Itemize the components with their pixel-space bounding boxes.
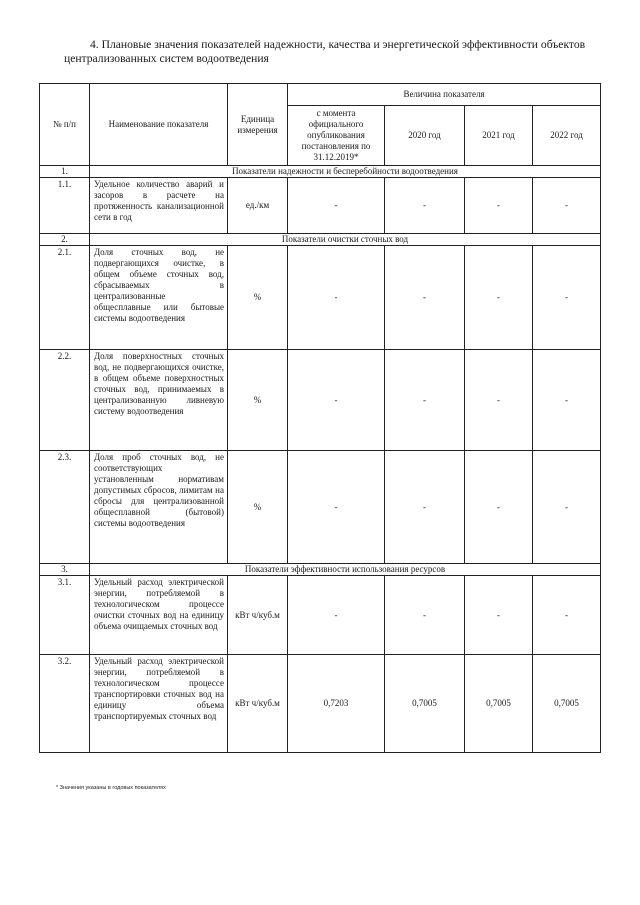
row-unit: кВт ч/куб.м xyxy=(228,655,288,753)
row-num: 2.3. xyxy=(40,451,90,564)
indicators-table xyxy=(39,83,601,753)
row-value-2020: 0,7005 xyxy=(385,655,465,753)
row-num: 1.1. xyxy=(40,178,90,234)
section-row xyxy=(40,564,601,576)
row-name: Доля поверхностных сточных вод, не подвергающихся очистке, в общем объеме поверхностных сточных вод, принимаемых в централизованную ливневую систему водоотведения xyxy=(90,350,228,451)
table-row xyxy=(40,350,601,451)
table-row xyxy=(40,451,601,564)
section-title: Показатели надежности и бесперебойности водоотведения xyxy=(90,166,601,178)
header-name: Наименование показателя xyxy=(90,84,228,166)
row-value-2021: - xyxy=(465,178,533,234)
footnote: * Значения указаны в годовых показателях xyxy=(56,785,166,791)
row-value-2021: - xyxy=(465,576,533,655)
table-row xyxy=(40,655,601,753)
row-num: 2.1. xyxy=(40,246,90,350)
section-num: 1. xyxy=(40,166,90,178)
row-value-2022: - xyxy=(533,451,601,564)
document-heading: 4. Плановые значения показателей надежности, качества и энергетической эффективности объектов централизованных систем водоотведения xyxy=(64,38,586,65)
header-2021: 2021 год xyxy=(465,106,533,166)
table-row xyxy=(40,178,601,234)
row-value-2022: - xyxy=(533,350,601,451)
section-num: 2. xyxy=(40,234,90,246)
section-num: 3. xyxy=(40,564,90,576)
row-unit: кВт ч/куб.м xyxy=(228,576,288,655)
header-2020: 2020 год xyxy=(385,106,465,166)
row-value-2021: - xyxy=(465,246,533,350)
row-value-since-pub: - xyxy=(288,576,385,655)
row-unit: % xyxy=(228,350,288,451)
row-value-2020: - xyxy=(385,246,465,350)
row-value-2020: - xyxy=(385,178,465,234)
row-value-2022: - xyxy=(533,178,601,234)
row-value-since-pub: - xyxy=(288,451,385,564)
row-value-since-pub: - xyxy=(288,178,385,234)
row-value-since-pub: - xyxy=(288,246,385,350)
row-value-2020: - xyxy=(385,350,465,451)
row-value-2022: - xyxy=(533,576,601,655)
row-value-since-pub: - xyxy=(288,350,385,451)
row-unit: % xyxy=(228,451,288,564)
header-since-publication: с момента официального опубликования постановления по 31.12.2019* xyxy=(288,106,385,166)
header-2022: 2022 год xyxy=(533,106,601,166)
row-unit: ед./км xyxy=(228,178,288,234)
row-value-2021: - xyxy=(465,350,533,451)
row-value-2022: 0,7005 xyxy=(533,655,601,753)
row-num: 3.1. xyxy=(40,576,90,655)
row-value-2021: 0,7005 xyxy=(465,655,533,753)
row-name: Удельный расход электрической энергии, потребляемой в технологическом процессе транспортировки сточных вод на единицу объема транспортируемых сточных вод xyxy=(90,655,228,753)
table-row xyxy=(40,576,601,655)
section-row xyxy=(40,166,601,178)
row-value-2021: - xyxy=(465,451,533,564)
section-title: Показатели очистки сточных вод xyxy=(90,234,601,246)
table-row xyxy=(40,246,601,350)
section-title: Показатели эффективности использования ресурсов xyxy=(90,564,601,576)
table-header-row xyxy=(40,84,601,106)
row-name: Доля проб сточных вод, не соответствующих установленным нормативам допустимых сбросов, лимитам на сбросы для централизованной общесплавной (бытовой) системы водоотведения xyxy=(90,451,228,564)
row-num: 2.2. xyxy=(40,350,90,451)
row-name: Удельное количество аварий и засоров в расчете на протяженность канализационной сети в год xyxy=(90,178,228,234)
header-num: № п/п xyxy=(40,84,90,166)
row-value-since-pub: 0,7203 xyxy=(288,655,385,753)
header-value-group: Величина показателя xyxy=(288,84,601,106)
row-name: Доля сточных вод, не подвергающихся очистке, в общем объеме сточных вод, сбрасываемых в централизованные общесплавные или бытовые системы водоотведения xyxy=(90,246,228,350)
row-value-2020: - xyxy=(385,451,465,564)
row-num: 3.2. xyxy=(40,655,90,753)
section-row xyxy=(40,234,601,246)
row-name: Удельный расход электрической энергии, потребляемой в технологическом процессе очистки сточных вод на единицу объема очищаемых сточных вод xyxy=(90,576,228,655)
row-value-2020: - xyxy=(385,576,465,655)
row-value-2022: - xyxy=(533,246,601,350)
row-unit: % xyxy=(228,246,288,350)
header-unit: Единица измерения xyxy=(228,84,288,166)
